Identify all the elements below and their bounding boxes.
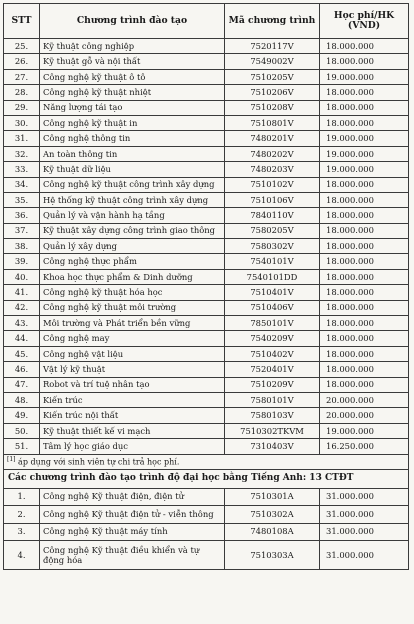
table-row [4,100,409,115]
tuition-fee: 18.000.000 [320,192,409,207]
tuition-fee: 18.000.000 [320,269,409,284]
table-row [4,346,409,361]
tuition-fee: 18.000.000 [320,177,409,192]
tuition-fee: 19.000.000 [320,423,409,438]
program-code: 7510401V [225,285,320,300]
table-row [4,208,409,223]
program-code: 7510302A [225,506,320,524]
row-number: 26. [4,54,40,69]
table-row [4,506,409,524]
program-name: Công nghệ kỹ thuật nhiệt [40,85,225,100]
row-number: 50. [4,423,40,438]
program-name: Năng lượng tái tạo [40,100,225,115]
program-code: 7510302TKVM [225,423,320,438]
tuition-fee: 18.000.000 [320,85,409,100]
program-code: 7510801V [225,115,320,130]
table-row [4,69,409,84]
program-name: Công nghệ kỹ thuật in [40,115,225,130]
program-name: Kỹ thuật xây dựng công trình giao thông [40,223,225,238]
row-number: 47. [4,377,40,392]
row-number: 51. [4,439,40,454]
table-row [4,85,409,100]
table-row [4,54,409,69]
table-row [4,439,409,454]
footnote-row [4,454,409,469]
program-name: Công nghệ thực phẩm [40,254,225,269]
program-name: Kỹ thuật công nghiệp [40,39,225,54]
program-name: Công nghệ Kỹ thuật điều khiển và tự động hóa [40,541,225,570]
program-name: Khoa học thực phẩm & Dinh dưỡng [40,269,225,284]
tuition-fee: 20.000.000 [320,408,409,423]
tuition-fee: 31.000.000 [320,506,409,524]
tuition-fee: 18.000.000 [320,254,409,269]
tuition-fee: 18.000.000 [320,223,409,238]
tuition-fee: 20.000.000 [320,392,409,407]
table-row [4,392,409,407]
tuition-fee: 18.000.000 [320,362,409,377]
program-code: 7549002V [225,54,320,69]
program-code: 7520401V [225,362,320,377]
program-code: 7510106V [225,192,320,207]
tuition-fee: 18.000.000 [320,316,409,331]
program-name: Công nghệ Kỹ thuật điện tử - viễn thông [40,506,225,524]
row-number: 25. [4,39,40,54]
program-name: Công nghệ thông tin [40,131,225,146]
tuition-fee: 18.000.000 [320,377,409,392]
program-code: 7510205V [225,69,320,84]
program-name: Hệ thống kỹ thuật công trình xây dựng [40,192,225,207]
row-number: 44. [4,331,40,346]
program-name: Công nghệ kỹ thuật ô tô [40,69,225,84]
tuition-fee: 18.000.000 [320,239,409,254]
row-number: 45. [4,346,40,361]
program-code: 7540101V [225,254,320,269]
program-name: Công nghệ kỹ thuật công trình xây dựng [40,177,225,192]
table-row [4,300,409,315]
program-name: Công nghệ kỹ thuật môi trường [40,300,225,315]
row-number: 35. [4,192,40,207]
footnote-marker: [1] [7,455,16,463]
section-header-row [4,469,409,488]
table-row [4,269,409,284]
program-code: 7480201V [225,131,320,146]
tuition-fee: 31.000.000 [320,523,409,541]
program-code: 7510102V [225,177,320,192]
table-row [4,223,409,238]
table-row [4,131,409,146]
tuition-fee-table [3,3,409,570]
program-name: Vật lý kỹ thuật [40,362,225,377]
tuition-fee: 31.000.000 [320,541,409,570]
program-name: Robot và trí tuệ nhân tạo [40,377,225,392]
table-row [4,423,409,438]
tuition-fee: 19.000.000 [320,162,409,177]
row-number: 37. [4,223,40,238]
row-number: 39. [4,254,40,269]
program-name: Quản lý xây dựng [40,239,225,254]
program-name: Kỹ thuật dữ liệu [40,162,225,177]
program-name: Công nghệ may [40,331,225,346]
table-row [4,162,409,177]
table-row [4,285,409,300]
header-program: Chương trình đào tạo [40,4,225,39]
row-number: 33. [4,162,40,177]
program-name: Môi trường và Phát triển bền vững [40,316,225,331]
program-code: 7540101DD [225,269,320,284]
row-number: 2. [4,506,40,524]
table-row [4,239,409,254]
row-number: 1. [4,488,40,506]
program-code: 7480202V [225,146,320,161]
program-code: 7580101V [225,392,320,407]
program-name: Công nghệ kỹ thuật hóa học [40,285,225,300]
program-name: Kiến trúc nội thất [40,408,225,423]
table-row [4,523,409,541]
program-name: Công nghệ Kỹ thuật máy tính [40,523,225,541]
tuition-fee: 18.000.000 [320,346,409,361]
program-code: 7520117V [225,39,320,54]
program-name: An toàn thông tin [40,146,225,161]
row-number: 32. [4,146,40,161]
row-number: 34. [4,177,40,192]
program-code: 7310403V [225,439,320,454]
row-number: 43. [4,316,40,331]
tuition-fee: 19.000.000 [320,69,409,84]
main-table-body [4,39,409,455]
table-row [4,146,409,161]
row-number: 40. [4,269,40,284]
program-code: 7580103V [225,408,320,423]
header-code: Mã chương trình [225,4,320,39]
program-code: 7510406V [225,300,320,315]
table-row [4,115,409,130]
tuition-fee: 18.000.000 [320,208,409,223]
program-code: 7840110V [225,208,320,223]
program-code: 7850101V [225,316,320,331]
tuition-fee: 16.250.000 [320,439,409,454]
row-number: 42. [4,300,40,315]
row-number: 41. [4,285,40,300]
program-name: Quản lý và vận hành hạ tầng [40,208,225,223]
program-name: Kỹ thuật gỗ và nội thất [40,54,225,69]
tuition-fee: 31.000.000 [320,488,409,506]
table-row [4,377,409,392]
program-name: Kiến trúc [40,392,225,407]
table-row [4,316,409,331]
tuition-fee: 18.000.000 [320,331,409,346]
program-code: 7580205V [225,223,320,238]
program-name: Kỹ thuật thiết kế vi mạch [40,423,225,438]
row-number: 46. [4,362,40,377]
tuition-fee: 18.000.000 [320,39,409,54]
row-number: 48. [4,392,40,407]
table-row [4,177,409,192]
section-title: Các chương trình đào tạo trình độ đại học bằng Tiếng Anh: 13 CTĐT [4,469,409,488]
program-code: 7510402V [225,346,320,361]
program-code: 7510206V [225,85,320,100]
english-table-body [4,488,409,570]
table-row [4,541,409,570]
table-row [4,488,409,506]
row-number: 4. [4,541,40,570]
tuition-fee: 18.000.000 [320,100,409,115]
row-number: 49. [4,408,40,423]
table-row [4,362,409,377]
program-code: 7480203V [225,162,320,177]
program-code: 7510208V [225,100,320,115]
tuition-fee: 18.000.000 [320,285,409,300]
program-code: 7510209V [225,377,320,392]
row-number: 3. [4,523,40,541]
tuition-fee: 18.000.000 [320,115,409,130]
program-code: 7510303A [225,541,320,570]
table-row [4,408,409,423]
row-number: 30. [4,115,40,130]
header-fee: Học phí/HK (VND) [320,4,409,39]
table-row [4,192,409,207]
tuition-fee: 18.000.000 [320,54,409,69]
program-code: 7580302V [225,239,320,254]
row-number: 36. [4,208,40,223]
table-row [4,39,409,54]
row-number: 31. [4,131,40,146]
footnote-text: áp dụng với sinh viên tự chi trả học phí. [15,457,180,467]
fee-table-page [3,3,411,570]
header-stt: STT [4,4,40,39]
table-header-row [4,4,409,39]
table-row [4,254,409,269]
tuition-fee: 19.000.000 [320,131,409,146]
program-code: 7480108A [225,523,320,541]
program-name: Công nghệ vật liệu [40,346,225,361]
program-name: Công nghệ Kỹ thuật điện, điện tử [40,488,225,506]
tuition-fee: 18.000.000 [320,300,409,315]
program-code: 7540209V [225,331,320,346]
row-number: 27. [4,69,40,84]
table-row [4,331,409,346]
row-number: 29. [4,100,40,115]
row-number: 28. [4,85,40,100]
footnote [4,454,409,469]
tuition-fee: 19.000.000 [320,146,409,161]
program-name: Tâm lý học giáo dục [40,439,225,454]
row-number: 38. [4,239,40,254]
program-code: 7510301A [225,488,320,506]
